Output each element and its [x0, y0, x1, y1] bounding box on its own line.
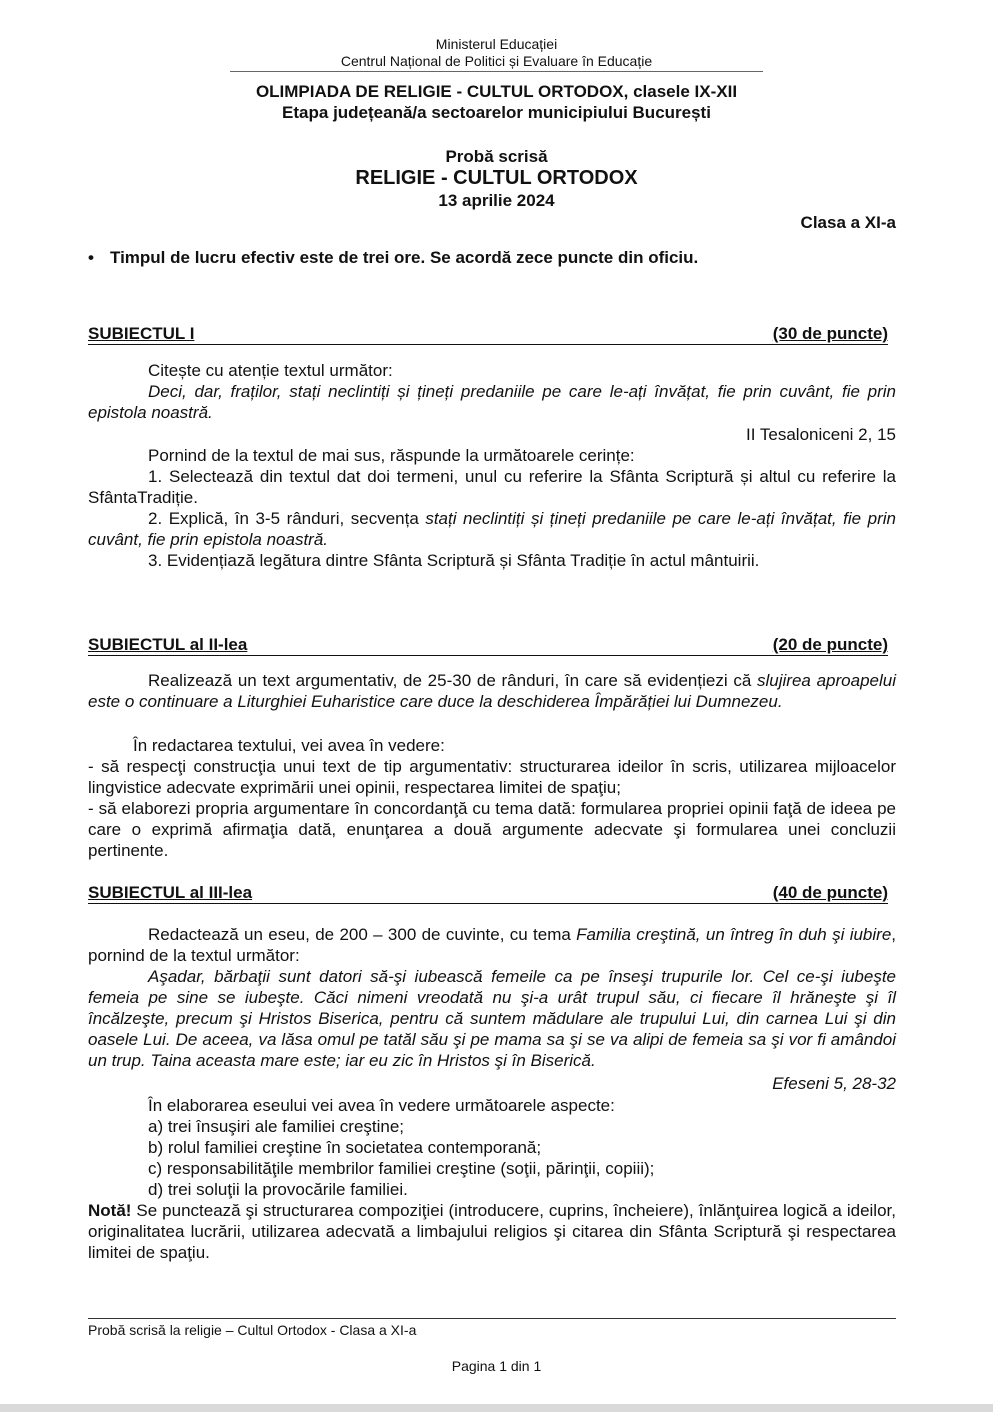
note-label: Notă! — [88, 1201, 132, 1220]
subject3-title: SUBIECTUL al III-lea — [88, 883, 253, 902]
aspect-c: c) responsabilităţile membrilor familiei creştine (soţii, părinţii, copiii); — [148, 1159, 655, 1178]
subject2-task — [88, 670, 896, 712]
exam-date: 13 aprilie 2024 — [438, 191, 555, 210]
page-number: Pagina 1 din 1 — [451, 1358, 542, 1374]
test-type: Probă scrisă — [445, 147, 548, 166]
subject3-task-suffix: , pornind de la textul următor: — [88, 925, 897, 965]
stage-title: Etapa județeană/a sectoarelor municipiului București — [282, 103, 711, 122]
subject2-title: SUBIECTUL al II-lea — [88, 635, 248, 654]
subject1-question-1: 1. Selectează din textul dat doi termeni, unul cu referire la Sfânta Scriptură și altul cu referire la SfântaTradiție. — [88, 467, 896, 507]
subject1-quote: Deci, dar, fraților, stați neclintiți și țineți predaniile pe care le-ați învățat, fie prin cuvânt, fie prin epistola noastră. — [88, 382, 896, 422]
q2-quote: stați neclintiți și țineți predaniile pe care le-ați învățat, fie prin cuvânt, fie prin epistola noastră. — [88, 509, 896, 549]
subject1-reference: II Tesaloniceni 2, 15 — [746, 425, 896, 444]
subject1-question-2 — [88, 508, 896, 550]
footer-divider — [88, 1318, 896, 1319]
footer-title: Probă scrisă la religie – Cultul Ortodox - Clasa a XI-a — [88, 1322, 417, 1338]
subject2-note-intro: În redactarea textului, vei avea în vedere: — [133, 736, 445, 755]
subject2-task-prefix: Realizează un text argumentativ, de 25-30 de rânduri, în care să evidențiezi că — [148, 671, 758, 690]
subject3-aspects-intro: În elaborarea eseului vei avea în vedere următoarele aspecte: — [148, 1096, 615, 1115]
subject1-intro: Citește cu atenție textul următor: — [148, 361, 393, 380]
subject-title: RELIGIE - CULTUL ORTODOX — [355, 167, 638, 189]
grade-label: Clasa a XI-a — [800, 213, 896, 232]
subject3-points: (40 de puncte) — [772, 883, 888, 902]
subject2-bullet-1: - să respecţi construcţia unui text de tip argumentativ: structurarea ideilor în scris, utilizarea mijloacelor lingvistice adecvate exprimării unei opinii, respectarea limitei de spaţiu; — [88, 757, 896, 797]
note-text: Se punctează şi structurarea compoziţiei (introducere, cuprins, încheiere), înlănţuirea logică a ideilor, originalitatea lucrării, utilizarea adecvată a limbajului religios şi citarea din Sfânta Scriptură şi respectarea limitei de spaţiu. — [88, 1201, 896, 1262]
subject1-title: SUBIECTUL I — [88, 324, 195, 343]
subject1-points: (30 de puncte) — [772, 324, 888, 343]
subject1-prompt: Pornind de la textul de mai sus, răspunde la următoarele cerințe: — [148, 446, 635, 465]
instruction-text: Timpul de lucru efectiv este de trei ore. Se acordă zece puncte din oficiu. — [110, 248, 699, 267]
instruction-bullet — [88, 247, 698, 268]
page-bottom-edge — [0, 1404, 993, 1412]
center-name: Centrul Național de Politici și Evaluare în Educație — [340, 53, 653, 69]
aspect-a: a) trei însuşiri ale familiei creştine; — [148, 1117, 405, 1136]
subject1-heading — [88, 324, 888, 345]
bullet-icon: • — [88, 248, 94, 267]
olympiad-title: OLIMPIADA DE RELIGIE - CULTUL ORTODOX, clasele IX-XII — [255, 82, 738, 101]
subject2-heading — [88, 635, 888, 656]
subject3-quote: Aşadar, bărbaţii sunt datori să-şi iubească femeile ca pe înseşi trupurile lor. Cel ce-şi iubeşte femeia pe sine se iubeşte. Căci nimeni vreodată nu şi-a urât trupul său, ci fiecare îl hrăneşte şi îl încălzeşte, precum şi Hristos Biserica, pentru că suntem mădulare ale trupului Lui, din carnea Lui şi din oasele Lui. De aceea, va lăsa omul pe tatăl său şi pe mama sa şi se va alipi de femeia sa şi vor fi amândoi un trup. Taina aceasta mare este; iar eu zic în Hristos şi în Biserică. — [88, 967, 896, 1070]
subject3-task-theme: Familia creştină, un întreg în duh şi iubire — [576, 925, 892, 944]
subject2-points: (20 de puncte) — [772, 635, 888, 654]
aspect-b: b) rolul familiei creştine în societatea contemporană; — [148, 1138, 542, 1157]
q2-prefix: 2. Explică, în 3-5 rânduri, secvența — [148, 509, 426, 528]
subject3-heading — [88, 883, 888, 904]
header-divider — [230, 71, 763, 72]
subject2-task-quote: slujirea aproapelui este o continuare a Liturghiei Euharistice care duce la deschiderea Împărăției lui Dumnezeu. — [88, 671, 896, 711]
subject2-bullet-2: - să elaborezi propria argumentare în concordanţă cu tema dată: formularea propriei opinii faţă de ideea pe care o exprimă afirmaţia dată, enunţarea a două argumente adecvate şi formularea unei concluzii pertinente. — [88, 799, 896, 860]
subject1-question-3: 3. Evidențiază legătura dintre Sfânta Scriptură și Sfânta Tradiție în actul mântuirii. — [148, 551, 760, 570]
subject3-note — [88, 1200, 896, 1263]
subject3-reference: Efeseni 5, 28-32 — [772, 1074, 896, 1093]
subject3-task — [88, 924, 896, 966]
subject3-task-prefix: Redactează un eseu, de 200 – 300 de cuvinte, cu tema — [148, 925, 577, 944]
aspect-d: d) trei soluţii la provocările familiei. — [148, 1180, 408, 1199]
ministry-name: Ministerul Educației — [435, 36, 558, 52]
